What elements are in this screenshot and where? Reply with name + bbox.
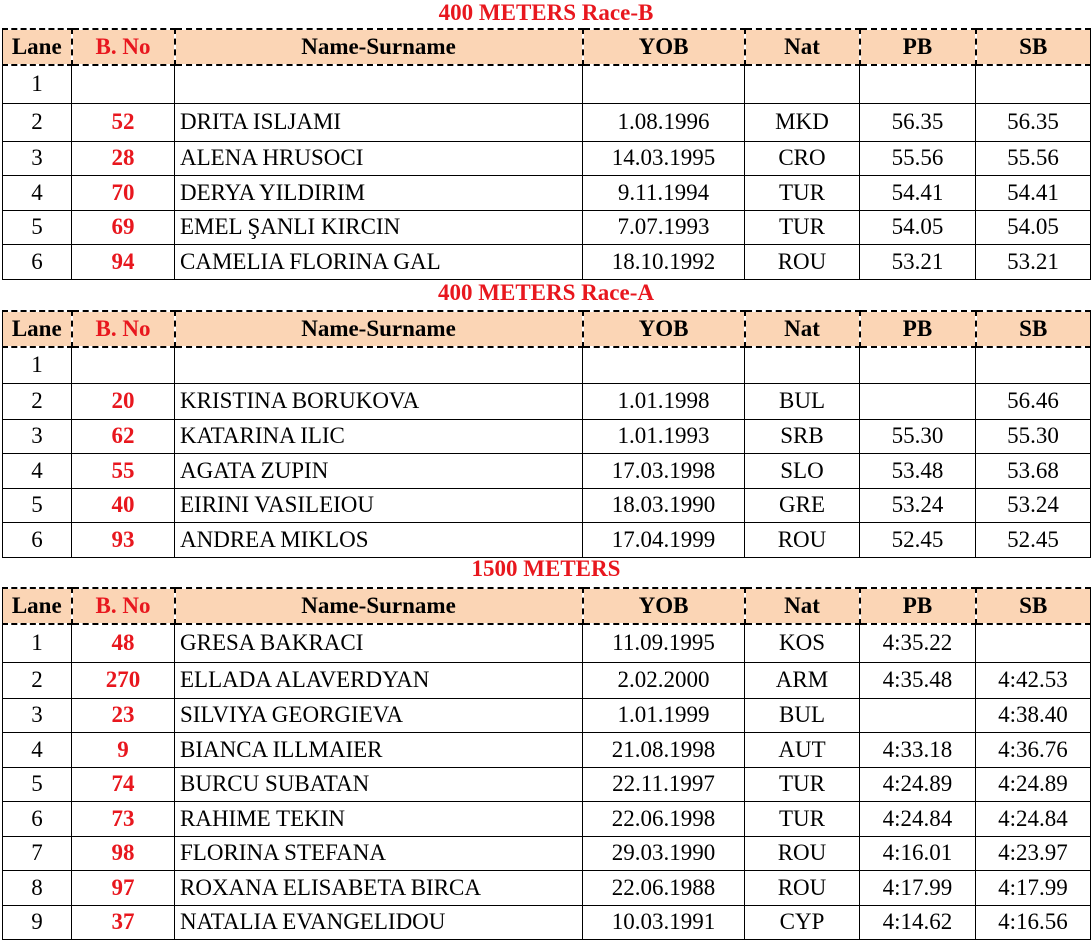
athlete-name-cell: FLORINA STEFANA — [175, 836, 583, 870]
year-of-birth-cell: 22.06.1988 — [583, 870, 745, 905]
nationality-cell: TUR — [745, 175, 860, 210]
personal-best-cell — [860, 65, 976, 103]
lane-cell: 2 — [3, 383, 72, 419]
nationality-cell: CRO — [745, 141, 860, 175]
nationality-cell: BUL — [745, 698, 860, 732]
year-of-birth-cell: 29.03.1990 — [583, 836, 745, 870]
lane-cell: 3 — [3, 141, 72, 175]
table-row — [3, 870, 1091, 905]
col-header-bib: B. No — [72, 29, 175, 65]
nationality-cell: ARM — [745, 662, 860, 698]
athlete-name-cell: ELLADA ALAVERDYAN — [175, 662, 583, 698]
lane-cell: 4 — [3, 175, 72, 210]
athlete-name-cell: DRITA ISLJAMI — [175, 103, 583, 141]
personal-best-cell: 4:24.89 — [860, 767, 976, 801]
table-row — [3, 103, 1091, 141]
nationality-cell: BUL — [745, 383, 860, 419]
athlete-name-cell: NATALIA EVANGELIDOU — [175, 905, 583, 939]
table-row — [3, 347, 1091, 383]
col-header-sb: SB — [976, 29, 1091, 65]
personal-best-cell: 4:14.62 — [860, 905, 976, 939]
bib-number-cell: 28 — [72, 141, 175, 175]
race-title: 400 METERS Race-A — [438, 280, 654, 305]
lane-cell: 5 — [3, 767, 72, 801]
bib-number-cell: 70 — [72, 175, 175, 210]
col-header-bib: B. No — [72, 311, 175, 347]
lane-cell: 7 — [3, 836, 72, 870]
personal-best-cell — [860, 383, 976, 419]
season-best-cell: 53.68 — [976, 453, 1091, 488]
lane-cell: 1 — [3, 624, 72, 662]
year-of-birth-cell: 22.11.1997 — [583, 767, 745, 801]
lane-cell: 3 — [3, 698, 72, 732]
year-of-birth-cell: 1.01.1999 — [583, 698, 745, 732]
nationality-cell — [745, 65, 860, 103]
race-title: 1500 METERS — [471, 556, 621, 581]
personal-best-cell: 4:16.01 — [860, 836, 976, 870]
year-of-birth-cell: 14.03.1995 — [583, 141, 745, 175]
season-best-cell: 52.45 — [976, 522, 1091, 557]
col-header-name: Name-Surname — [175, 29, 583, 65]
year-of-birth-cell: 2.02.2000 — [583, 662, 745, 698]
col-header-pb: PB — [860, 588, 976, 624]
col-header-pb: PB — [860, 29, 976, 65]
athlete-name-cell: KATARINA ILIC — [175, 419, 583, 453]
personal-best-cell: 53.21 — [860, 244, 976, 279]
athlete-name-cell: RAHIME TEKIN — [175, 801, 583, 836]
lane-cell: 2 — [3, 103, 72, 141]
header-row — [3, 588, 1091, 624]
nationality-cell: KOS — [745, 624, 860, 662]
season-best-cell: 56.46 — [976, 383, 1091, 419]
season-best-cell: 4:24.89 — [976, 767, 1091, 801]
bib-number-cell: 94 — [72, 244, 175, 279]
lane-cell: 8 — [3, 870, 72, 905]
table-row — [3, 662, 1091, 698]
season-best-cell: 53.24 — [976, 488, 1091, 522]
personal-best-cell: 4:33.18 — [860, 732, 976, 767]
season-best-cell: 4:42.53 — [976, 662, 1091, 698]
athlete-name-cell: ANDREA MIKLOS — [175, 522, 583, 557]
table-row — [3, 801, 1091, 836]
athlete-name-cell: AGATA ZUPIN — [175, 453, 583, 488]
nationality-cell: ROU — [745, 522, 860, 557]
race-title: 400 METERS Race-B — [438, 0, 654, 25]
athlete-name-cell: BIANCA ILLMAIER — [175, 732, 583, 767]
season-best-cell: 53.21 — [976, 244, 1091, 279]
season-best-cell: 55.30 — [976, 419, 1091, 453]
bib-number-cell: 48 — [72, 624, 175, 662]
athlete-name-cell — [175, 65, 583, 103]
bib-number-cell: 20 — [72, 383, 175, 419]
table-row — [3, 141, 1091, 175]
nationality-cell — [745, 347, 860, 383]
lane-cell: 1 — [3, 347, 72, 383]
col-header-sb: SB — [976, 588, 1091, 624]
nationality-cell: ROU — [745, 870, 860, 905]
personal-best-cell: 4:35.48 — [860, 662, 976, 698]
col-header-yob: YOB — [583, 588, 745, 624]
bib-number-cell: 270 — [72, 662, 175, 698]
bib-number-cell: 69 — [72, 210, 175, 244]
season-best-cell: 4:24.84 — [976, 801, 1091, 836]
year-of-birth-cell: 1.01.1993 — [583, 419, 745, 453]
lane-cell: 1 — [3, 65, 72, 103]
season-best-cell — [976, 65, 1091, 103]
table-row — [3, 905, 1091, 939]
lane-cell: 2 — [3, 662, 72, 698]
personal-best-cell — [860, 347, 976, 383]
season-best-cell: 4:36.76 — [976, 732, 1091, 767]
bib-number-cell: 74 — [72, 767, 175, 801]
bib-number-cell: 23 — [72, 698, 175, 732]
col-header-pb: PB — [860, 311, 976, 347]
lane-cell: 4 — [3, 732, 72, 767]
col-header-bib: B. No — [72, 588, 175, 624]
year-of-birth-cell: 17.04.1999 — [583, 522, 745, 557]
season-best-cell: 4:16.56 — [976, 905, 1091, 939]
personal-best-cell: 55.30 — [860, 419, 976, 453]
bib-number-cell: 52 — [72, 103, 175, 141]
athlete-name-cell: GRESA BAKRACI — [175, 624, 583, 662]
personal-best-cell — [860, 698, 976, 732]
start-list-table — [2, 587, 1091, 940]
col-header-sb: SB — [976, 311, 1091, 347]
bib-number-cell: 98 — [72, 836, 175, 870]
col-header-name: Name-Surname — [175, 311, 583, 347]
personal-best-cell: 53.48 — [860, 453, 976, 488]
year-of-birth-cell: 22.06.1998 — [583, 801, 745, 836]
table-row — [3, 210, 1091, 244]
table-row — [3, 383, 1091, 419]
year-of-birth-cell: 9.11.1994 — [583, 175, 745, 210]
athlete-name-cell: BURCU SUBATAN — [175, 767, 583, 801]
athlete-name-cell: SILVIYA GEORGIEVA — [175, 698, 583, 732]
personal-best-cell: 54.05 — [860, 210, 976, 244]
athlete-name-cell: ROXANA ELISABETA BIRCA — [175, 870, 583, 905]
start-list-table — [2, 28, 1091, 280]
bib-number-cell — [72, 65, 175, 103]
season-best-cell: 4:23.97 — [976, 836, 1091, 870]
athlete-name-cell: DERYA YILDIRIM — [175, 175, 583, 210]
year-of-birth-cell: 7.07.1993 — [583, 210, 745, 244]
athlete-name-cell: EIRINI VASILEIOU — [175, 488, 583, 522]
athlete-name-cell: KRISTINA BORUKOVA — [175, 383, 583, 419]
col-header-lane: Lane — [3, 588, 72, 624]
lane-cell: 3 — [3, 419, 72, 453]
table-row — [3, 624, 1091, 662]
lane-cell: 9 — [3, 905, 72, 939]
lane-cell: 5 — [3, 210, 72, 244]
bib-number-cell: 97 — [72, 870, 175, 905]
year-of-birth-cell — [583, 347, 745, 383]
col-header-yob: YOB — [583, 311, 745, 347]
personal-best-cell: 4:24.84 — [860, 801, 976, 836]
personal-best-cell: 55.56 — [860, 141, 976, 175]
table-row — [3, 65, 1091, 103]
table-row — [3, 732, 1091, 767]
lane-cell: 5 — [3, 488, 72, 522]
year-of-birth-cell: 1.01.1998 — [583, 383, 745, 419]
nationality-cell: SRB — [745, 419, 860, 453]
lane-cell: 4 — [3, 453, 72, 488]
personal-best-cell: 4:17.99 — [860, 870, 976, 905]
col-header-yob: YOB — [583, 29, 745, 65]
table-row — [3, 522, 1091, 557]
table-row — [3, 244, 1091, 279]
col-header-lane: Lane — [3, 311, 72, 347]
season-best-cell: 55.56 — [976, 141, 1091, 175]
col-header-nat: Nat — [745, 311, 860, 347]
bib-number-cell: 9 — [72, 732, 175, 767]
season-best-cell: 4:38.40 — [976, 698, 1091, 732]
nationality-cell: MKD — [745, 103, 860, 141]
athlete-name-cell — [175, 347, 583, 383]
season-best-cell: 4:17.99 — [976, 870, 1091, 905]
year-of-birth-cell: 21.08.1998 — [583, 732, 745, 767]
start-list-table — [2, 310, 1091, 558]
bib-number-cell: 40 — [72, 488, 175, 522]
col-header-nat: Nat — [745, 588, 860, 624]
personal-best-cell: 54.41 — [860, 175, 976, 210]
bib-number-cell: 62 — [72, 419, 175, 453]
bib-number-cell: 73 — [72, 801, 175, 836]
col-header-nat: Nat — [745, 29, 860, 65]
season-best-cell: 56.35 — [976, 103, 1091, 141]
season-best-cell: 54.41 — [976, 175, 1091, 210]
nationality-cell: SLO — [745, 453, 860, 488]
season-best-cell — [976, 624, 1091, 662]
athlete-name-cell: ALENA HRUSOCI — [175, 141, 583, 175]
nationality-cell: CYP — [745, 905, 860, 939]
year-of-birth-cell — [583, 65, 745, 103]
year-of-birth-cell: 11.09.1995 — [583, 624, 745, 662]
nationality-cell: TUR — [745, 210, 860, 244]
nationality-cell: ROU — [745, 244, 860, 279]
col-header-name: Name-Surname — [175, 588, 583, 624]
nationality-cell: AUT — [745, 732, 860, 767]
table-row — [3, 767, 1091, 801]
nationality-cell: GRE — [745, 488, 860, 522]
season-best-cell: 54.05 — [976, 210, 1091, 244]
athlete-name-cell: CAMELIA FLORINA GAL — [175, 244, 583, 279]
personal-best-cell: 53.24 — [860, 488, 976, 522]
year-of-birth-cell: 10.03.1991 — [583, 905, 745, 939]
bib-number-cell — [72, 347, 175, 383]
col-header-lane: Lane — [3, 29, 72, 65]
table-row — [3, 453, 1091, 488]
bib-number-cell: 93 — [72, 522, 175, 557]
personal-best-cell: 52.45 — [860, 522, 976, 557]
year-of-birth-cell: 1.08.1996 — [583, 103, 745, 141]
header-row — [3, 311, 1091, 347]
season-best-cell — [976, 347, 1091, 383]
nationality-cell: ROU — [745, 836, 860, 870]
athlete-name-cell: EMEL ŞANLI KIRCIN — [175, 210, 583, 244]
personal-best-cell: 56.35 — [860, 103, 976, 141]
table-row — [3, 419, 1091, 453]
year-of-birth-cell: 18.03.1990 — [583, 488, 745, 522]
header-row — [3, 29, 1091, 65]
nationality-cell: TUR — [745, 801, 860, 836]
year-of-birth-cell: 18.10.1992 — [583, 244, 745, 279]
table-row — [3, 836, 1091, 870]
personal-best-cell: 4:35.22 — [860, 624, 976, 662]
table-row — [3, 698, 1091, 732]
lane-cell: 6 — [3, 801, 72, 836]
lane-cell: 6 — [3, 522, 72, 557]
bib-number-cell: 37 — [72, 905, 175, 939]
bib-number-cell: 55 — [72, 453, 175, 488]
nationality-cell: TUR — [745, 767, 860, 801]
year-of-birth-cell: 17.03.1998 — [583, 453, 745, 488]
table-row — [3, 488, 1091, 522]
lane-cell: 6 — [3, 244, 72, 279]
table-row — [3, 175, 1091, 210]
